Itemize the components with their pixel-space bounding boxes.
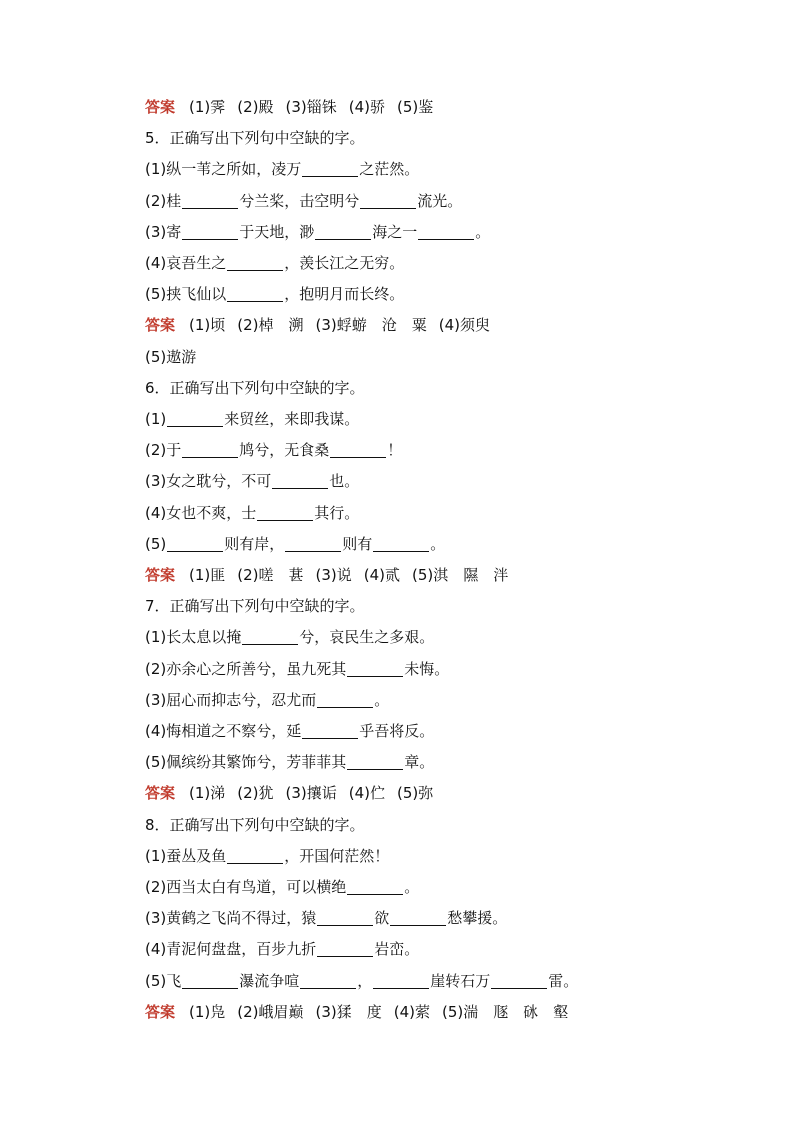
question-text: (4)哀吾生之 [145,254,227,272]
fill-blank [302,160,358,177]
question-text: (2)亦余心之所善兮，虽九死其 [145,660,347,678]
answer-item: (1)凫 [189,1003,226,1021]
question-text: (3)屈心而抑志兮，忍尤而 [145,691,317,709]
question-text: ！ [387,441,403,459]
question-text: 未悔。 [404,660,450,678]
question-text: (2)桂 [145,192,182,210]
answer-item: (3)攘诟 [285,784,337,802]
fill-blank [227,254,283,271]
answer-line [145,563,508,587]
fill-blank [360,192,416,209]
fill-blank [272,472,328,489]
question-line [145,969,578,993]
question-line [145,251,404,275]
answer-item: (2)嗟 葚 [237,566,304,584]
fill-blank [227,847,283,864]
question-text: (1)蚕丛及鱼 [145,847,227,865]
question-text: 来贸丝，来即我谋。 [224,410,360,428]
question-text: 兮，哀民生之多艰。 [299,628,435,646]
fill-blank [167,535,223,552]
fill-blank [300,972,356,989]
question-text: (4)女也不爽，士 [145,504,257,522]
answer-label: 答案 [145,1003,176,1021]
fill-blank [347,878,403,895]
answer-item: (5)淇 隰 泮 [412,566,509,584]
question-text: ， [357,972,373,990]
answer-item: (4)伫 [348,784,386,802]
answer-item: (1)霁 [189,98,226,116]
question-text: 海之一 [372,223,418,241]
fill-blank [257,504,313,521]
question-line [145,875,419,899]
answer-label: 答案 [145,784,176,802]
question-line [145,189,462,213]
question-heading: 8．正确写出下列句中空缺的字。 [145,816,365,834]
fill-blank [317,691,373,708]
fill-blank [302,722,358,739]
question-text: 。 [404,878,420,896]
question-text: (2)西当太白有鸟道，可以横绝 [145,878,347,896]
fill-blank [347,660,403,677]
answer-item: (2)峨眉巅 [237,1003,304,1021]
question-line [145,501,359,525]
fill-blank [390,909,446,926]
fill-blank [167,410,223,427]
fill-blank [418,223,474,240]
fill-blank [285,535,341,552]
question-heading: 7．正确写出下列句中空缺的字。 [145,597,365,615]
question-text: (3)黄鹤之飞尚不得过，猿 [145,909,317,927]
question-text: 乎吾将反。 [359,722,435,740]
fill-blank [330,441,386,458]
question-text: 。 [430,535,446,553]
question-text: (2)于 [145,441,182,459]
question-text: 岩峦。 [374,940,420,958]
question-text: 流光。 [417,192,463,210]
question-text: (1) [145,410,167,428]
answer-line [145,95,433,119]
question-line [145,220,490,244]
question-text: 则有岸， [224,535,285,553]
fill-blank [315,223,371,240]
answer-line [145,1000,568,1024]
question-line [145,469,359,493]
answer-line [145,781,433,805]
question-text: 鸠兮，无食桑 [239,441,330,459]
question-text: ，羡长江之无穷。 [284,254,405,272]
question-line [145,625,434,649]
answer-item: (2)殿 [237,98,274,116]
fill-blank [182,192,238,209]
question-line [145,750,434,774]
question-text: 也。 [329,472,360,490]
question-text: (5)佩缤纷其繁饰兮，芳菲菲其 [145,753,347,771]
answer-item: (1)匪 [189,566,226,584]
question-text: 之茫然。 [359,160,420,178]
question-line [145,844,389,868]
question-text: 章。 [404,753,435,771]
answer-item: (3)锱铢 [285,98,337,116]
question-text: ，抱明月而长终。 [284,285,405,303]
question-text: 其行。 [314,504,360,522]
question-text: 欲 [374,909,390,927]
question-text: (4)青泥何盘盘，百步九折 [145,940,317,958]
answer-item: (5)湍 豗 砯 壑 [442,1003,569,1021]
answer-item: (4)贰 [363,566,401,584]
answer-item: (4)须臾 [438,316,491,334]
question-line [145,407,359,431]
question-line [145,937,419,961]
fill-blank [317,940,373,957]
question-text: (5)飞 [145,972,182,990]
answer-item: (2)犹 [237,784,274,802]
answer-continuation: (5)遨游 [145,348,197,366]
question-text: 。 [374,691,390,709]
question-text: 兮兰桨，击空明兮 [239,192,360,210]
question-line [145,157,419,181]
question-text: 崖转石万 [430,972,491,990]
question-line [145,532,445,556]
answer-item: (1)顷 [189,316,226,334]
question-text: 瀑流争喧 [239,972,300,990]
answer-label: 答案 [145,316,176,334]
question-text: 愁攀援。 [447,909,508,927]
fill-blank [491,972,547,989]
question-line [145,438,402,462]
question-text: (4)悔相道之不察兮，延 [145,722,302,740]
fill-blank [182,223,238,240]
question-text: 则有 [342,535,373,553]
question-text: 于天地，渺 [239,223,315,241]
answer-item: (5)弥 [397,784,434,802]
question-text: (1)纵一苇之所如，凌万 [145,160,302,178]
question-text: ，开国何茫然！ [284,847,390,865]
answer-item: (3)猱 度 [315,1003,382,1021]
answer-label: 答案 [145,566,176,584]
question-text: (5) [145,535,167,553]
question-text: 。 [475,223,491,241]
answer-label: 答案 [145,98,176,116]
question-heading: 5．正确写出下列句中空缺的字。 [145,129,365,147]
answer-item: (4)萦 [393,1003,431,1021]
question-text: 雷。 [548,972,579,990]
answer-line [145,313,490,337]
question-text: (3)寄 [145,223,182,241]
question-line [145,282,404,306]
answer-item: (4)骄 [348,98,386,116]
fill-blank [227,285,283,302]
answer-item: (5)鉴 [397,98,434,116]
question-line [145,719,434,743]
question-text: (3)女之耽兮，不可 [145,472,272,490]
question-text: (1)长太息以掩 [145,628,242,646]
fill-blank [373,535,429,552]
fill-blank [182,972,238,989]
fill-blank [373,972,429,989]
question-text: (5)挟飞仙以 [145,285,227,303]
question-heading: 6．正确写出下列句中空缺的字。 [145,379,365,397]
fill-blank [347,753,403,770]
question-line [145,688,389,712]
fill-blank [182,441,238,458]
fill-blank [317,909,373,926]
question-line [145,657,449,681]
answer-item: (1)涕 [189,784,226,802]
question-line [145,906,507,930]
fill-blank [242,628,298,645]
answer-item: (3)说 [315,566,352,584]
answer-item: (2)棹 溯 [237,316,304,334]
answer-item: (3)蜉蝣 沧 粟 [315,316,427,334]
